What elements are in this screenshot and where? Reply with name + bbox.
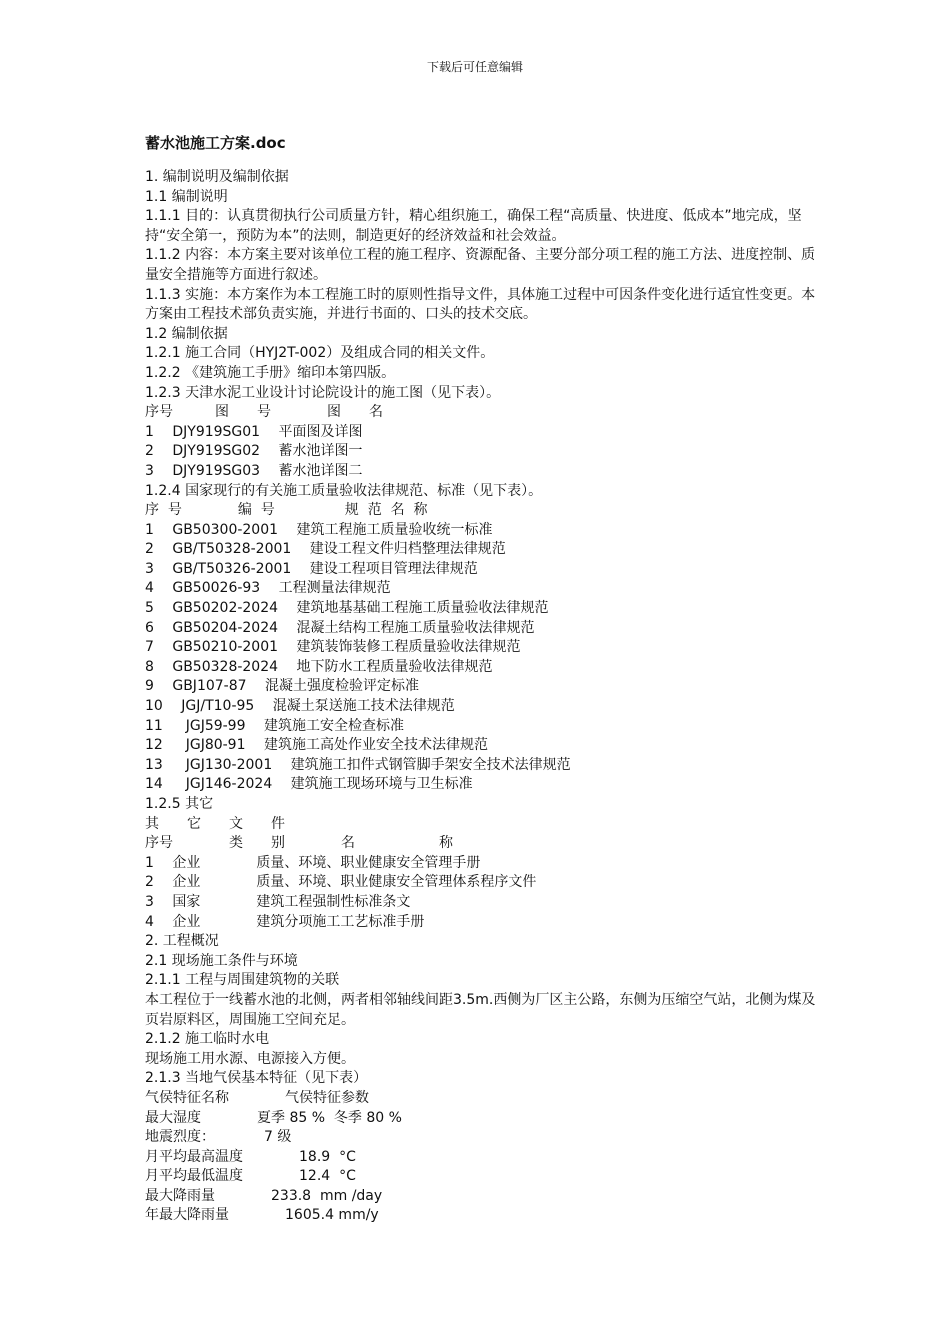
text-line: 3 DJY919SG03 蓄水池详图二 [145, 462, 363, 479]
text-line: 1 GB50300-2001 建筑工程施工质量验收统一标准 [145, 521, 493, 538]
text-line: 7 GB50210-2001 建筑装饰装修工程质量验收法律规范 [145, 639, 521, 656]
text-line: 月平均最低温度 12.4 °C [145, 1168, 356, 1185]
text-line: 2.1 现场施工条件与环境 [145, 952, 298, 969]
text-line: 4 企业 建筑分项施工工艺标准手册 [145, 913, 425, 930]
text-line: 1.2.1 施工合同（HYJ2T-002）及组成合同的相关文件。 [145, 345, 495, 362]
text-line: 最大降雨量 233.8 mm /day [145, 1187, 383, 1204]
text-line: 1 DJY919SG01 平面图及详图 [145, 423, 363, 440]
text-line: 11 JGJ59-99 建筑施工安全检查标准 [145, 717, 404, 734]
text-line: 4 GB50026-93 工程测量法律规范 [145, 580, 391, 597]
text-line: 3 GB/T50326-2001 建设工程项目管理法律规范 [145, 560, 478, 577]
text-line: 2 GB/T50328-2001 建设工程文件归档整理法律规范 [145, 541, 506, 558]
header-note: 下载后可任意编辑 [426, 60, 523, 74]
text-line: 地震烈度： 7 级 [145, 1129, 292, 1146]
text-line: 序 号 编 号 规 范 名 称 [145, 502, 428, 519]
text-line: 13 JGJ130-2001 建筑施工扣件式钢管脚手架安全技术法律规范 [145, 756, 571, 773]
text-line: 月平均最高温度 18.9 °C [145, 1148, 356, 1165]
text-line: 1.2.2 《建筑施工手册》缩印本第四版。 [145, 364, 396, 381]
text-line: 本工程位于一线蓄水池的北侧，两者相邻轴线间距3.5m.西侧为厂区主公路，东侧为压缩空气站，北侧为煤及页岩原料区，周围施工空间充足。 [145, 991, 816, 1028]
text-line: 气侯特征名称 气侯特征参数 [145, 1089, 369, 1106]
text-line: 现场施工用水源、电源接入方便。 [145, 1050, 355, 1067]
text-line: 1.1.3 实施：本方案作为本工程施工时的原则性指导文件，具体施工过程中可因条件变化进行适宜性变更。本方案由工程技术部负责实施，并进行书面的、口头的技术交底。 [145, 286, 816, 323]
text-line: 10 JGJ/T10-95 混凝土泵送施工技术法律规范 [145, 698, 455, 715]
text-line: 1.2 编制依据 [145, 325, 228, 342]
text-line: 8 GB50328-2024 地下防水工程质量验收法律规范 [145, 658, 493, 675]
text-line: 2 企业 质量、环境、职业健康安全管理体系程序文件 [145, 874, 537, 891]
text-line: 1.2.3 天津水泥工业设计讨论院设计的施工图（见下表）。 [145, 384, 501, 401]
text-line: 3 国家 建筑工程强制性标准条文 [145, 893, 411, 910]
text-line: 1.2.4 国家现行的有关施工质量验收法律规范、标准（见下表）。 [145, 482, 543, 499]
text-line: 1. 编制说明及编制依据 [145, 169, 289, 185]
text-line: 年最大降雨量 1605.4 mm/y [145, 1207, 379, 1224]
text-line: 6 GB50204-2024 混凝土结构工程施工质量验收法律规范 [145, 619, 535, 636]
text-line: 1.1.2 内容：本方案主要对该单位工程的施工程序、资源配备、主要分部分项工程的施工方法、进度控制、质量安全措施等方面进行叙述。 [145, 247, 816, 283]
text-line: 序号 类 别 名 称 [145, 835, 453, 852]
text-line: 2.1.1 工程与周围建筑物的关联 [145, 972, 340, 989]
text-line: 9 GBJ107-87 混凝土强度检验评定标准 [145, 678, 419, 695]
text-line: 14 JGJ146-2024 建筑施工现场环境与卫生标准 [145, 776, 473, 793]
text-line: 1 企业 质量、环境、职业健康安全管理手册 [145, 854, 481, 871]
text-line: 12 JGJ80-91 建筑施工高处作业安全技术法律规范 [145, 737, 488, 754]
text-line: 最大湿度 夏季 85 % 冬季 80 % [145, 1109, 402, 1126]
text-line: 2. 工程概况 [145, 933, 219, 950]
text-line: 1.2.5 其它 [145, 796, 214, 812]
document-title: 蓄水池施工方案.doc [145, 134, 286, 152]
text-line: 1.1 编制说明 [145, 188, 228, 205]
document-body [145, 168, 825, 1226]
text-line: 1.1.1 目的：认真贯彻执行公司质量方针，精心组织施工，确保工程“高质量、快进度、低成本”地完成，坚持“安全第一，预防为本”的法则，制造更好的经济效益和社会效益。 [145, 208, 802, 244]
text-line: 5 GB50202-2024 建筑地基基础工程施工质量验收法律规范 [145, 600, 549, 617]
text-line: 2.1.2 施工临时水电 [145, 1031, 270, 1048]
text-line: 其 它 文 件 [145, 815, 285, 832]
text-line: 序号 图 号 图 名 [145, 404, 383, 421]
text-line: 2 DJY919SG02 蓄水池详图一 [145, 443, 363, 460]
text-line: 2.1.3 当地气侯基本特征（见下表） [145, 1070, 368, 1087]
